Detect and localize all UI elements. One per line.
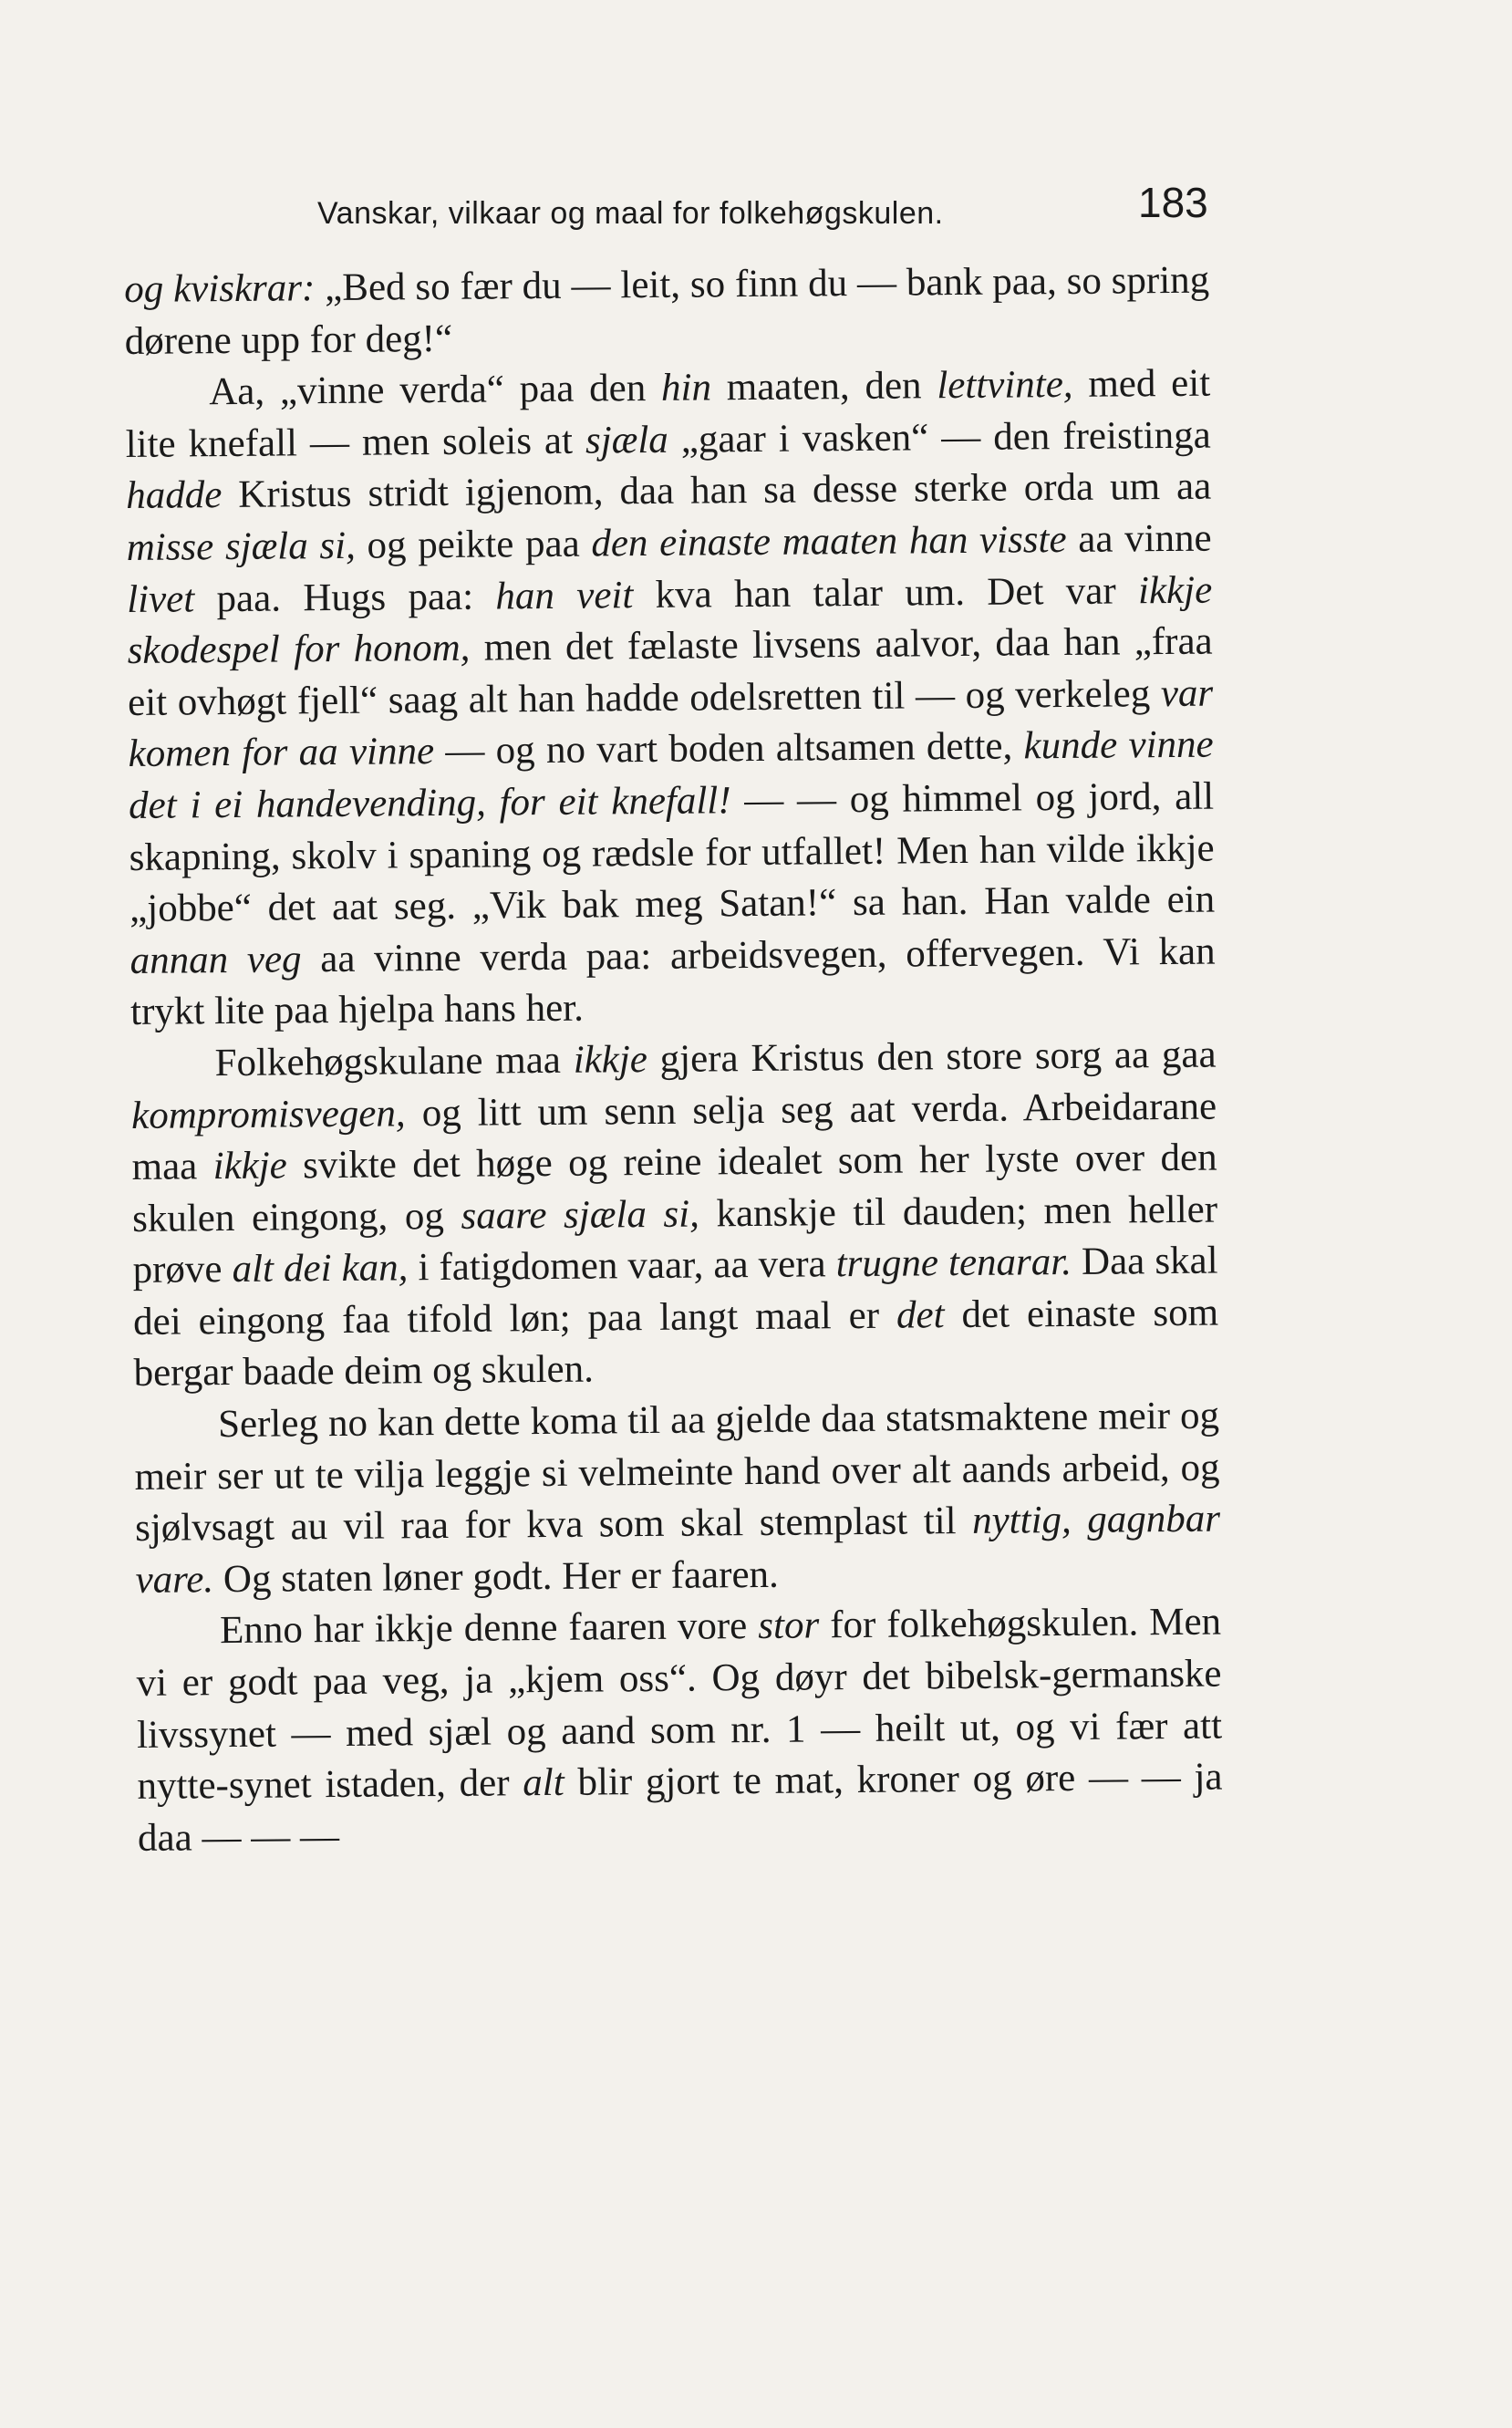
italic-run: stor bbox=[758, 1603, 820, 1648]
running-head bbox=[0, 178, 1512, 251]
text-run: kva han talar um. Det var bbox=[633, 568, 1139, 617]
text-run: svikte det høge og reine idealet som her lyste over den skulen eingong, og bbox=[131, 1136, 1217, 1240]
paragraph bbox=[124, 255, 1210, 368]
italic-run: det bbox=[896, 1293, 945, 1337]
italic-run: hadde bbox=[126, 473, 223, 518]
italic-run: nyttig, gagnbar vare. bbox=[135, 1497, 1221, 1602]
text-run: „Bed so fær du — leit, so finn du — bank paa, so spring dørene upp for deg!“ bbox=[124, 258, 1210, 363]
italic-run: misse sjæla si, bbox=[126, 524, 357, 569]
text-run: med eit lite knefall — men soleis at bbox=[125, 361, 1211, 466]
italic-run: kunde vinne det i ei handevending, for eit knefall! bbox=[128, 722, 1214, 827]
text-run: Og staten løner godt. Her er faaren. bbox=[212, 1552, 779, 1602]
text-run: Folkehøgskulane maa bbox=[214, 1038, 574, 1085]
paragraph bbox=[125, 358, 1216, 1039]
paragraph bbox=[130, 1029, 1218, 1400]
italic-run: annan veg bbox=[129, 938, 302, 982]
text-run: i fatigdomen vaar, aa vera bbox=[408, 1242, 836, 1290]
italic-run: alt bbox=[523, 1761, 564, 1805]
text-run: Serleg no kan dette koma til aa gjelde daa statsmaktene meir og meir ser ut te vilja leggje si velmeinte hand over alt aands arbeid, og sjølvsagt au vil raa for kva som skal stemplast til bbox=[134, 1394, 1220, 1551]
text-run: det einaste som bergar baade deim og skulen. bbox=[133, 1291, 1219, 1396]
text-run: blir gjort te mat, kroner og øre — — ja daa — — — bbox=[137, 1755, 1223, 1860]
text-run: og litt um senn selja seg aat verda. Arbeidarane maa bbox=[131, 1084, 1217, 1189]
text-run: kanskje til dauden; men heller prøve bbox=[132, 1188, 1218, 1292]
italic-run: ikkje bbox=[212, 1144, 287, 1188]
paragraph bbox=[134, 1391, 1221, 1607]
italic-run: trugne tenarar. bbox=[835, 1240, 1072, 1286]
italic-run: kompromisvegen, bbox=[130, 1091, 406, 1137]
text-run: og peikte paa bbox=[355, 522, 592, 567]
italic-run: alt dei kan, bbox=[232, 1246, 409, 1292]
text-run: — — og himmel og jord, all skapning, skolv i spaning og rædsle for utfallet! Men han vilde ikkje „jobbe“ det aat seg. „Vik bak meg Satan!“ sa han. Han valde ein bbox=[129, 774, 1216, 931]
text-run: „gaar i vasken“ — den freistinga bbox=[668, 413, 1211, 462]
text-run: Aa, „vinne verda“ paa den bbox=[209, 367, 662, 414]
italic-run: saare sjæla si, bbox=[461, 1192, 700, 1238]
italic-run: sjæla bbox=[585, 418, 668, 462]
page-number: 183 bbox=[1138, 179, 1208, 226]
text-run: Kristus stridt igjenom, daa han sa desse sterke orda um aa bbox=[222, 464, 1212, 517]
text-run: for folkehøgskulen. Men vi er godt paa veg, ja „kjem oss“. Og døyr det bibelsk-germanske livssynet — med sjæl og aand som nr. 1 — heilt ut, og vi fær att nytte-synet istaden, der bbox=[136, 1600, 1223, 1809]
text-run: paa. Hugs paa: bbox=[194, 575, 496, 620]
paragraph bbox=[136, 1597, 1223, 1864]
text-run: men det fælaste livsens aalvor, daa han „fraa eit ovhøgt fjell“ saag alt han hadde odelsretten til — og verkeleg bbox=[127, 619, 1213, 724]
italic-run: var komen for aa vinne bbox=[128, 671, 1214, 776]
text-run: Daa skal dei eingong faa tifold løn; paa langt maal er bbox=[132, 1239, 1218, 1344]
italic-run: hin bbox=[660, 366, 712, 410]
italic-run: han veit bbox=[495, 573, 634, 618]
text-run: gjera Kristus den store sorg aa gaa bbox=[647, 1032, 1217, 1081]
italic-run: den einaste maaten han visste bbox=[591, 517, 1067, 565]
text-run: maaten, den bbox=[710, 364, 937, 410]
italic-run: lettvinte, bbox=[937, 363, 1073, 408]
italic-run: livet bbox=[126, 576, 195, 621]
running-title: Vanskar, vilkaar og maal for folkehøgskulen. bbox=[317, 196, 944, 231]
text-run: — og no vart boden altsamen dette, bbox=[433, 724, 1024, 773]
italic-run: og kviskrar: bbox=[124, 266, 316, 311]
text-run: Enno har ikkje denne faaren vore bbox=[219, 1604, 759, 1653]
body-text bbox=[124, 255, 1223, 1865]
italic-run: ikkje skodespel for honom, bbox=[127, 568, 1213, 673]
italic-run: ikkje bbox=[573, 1037, 648, 1082]
text-run: aa vinne bbox=[1066, 516, 1212, 561]
text-run: aa vinne verda paa: arbeidsvegen, offervegen. Vi kan trykt lite paa hjelpa hans her. bbox=[129, 929, 1216, 1034]
